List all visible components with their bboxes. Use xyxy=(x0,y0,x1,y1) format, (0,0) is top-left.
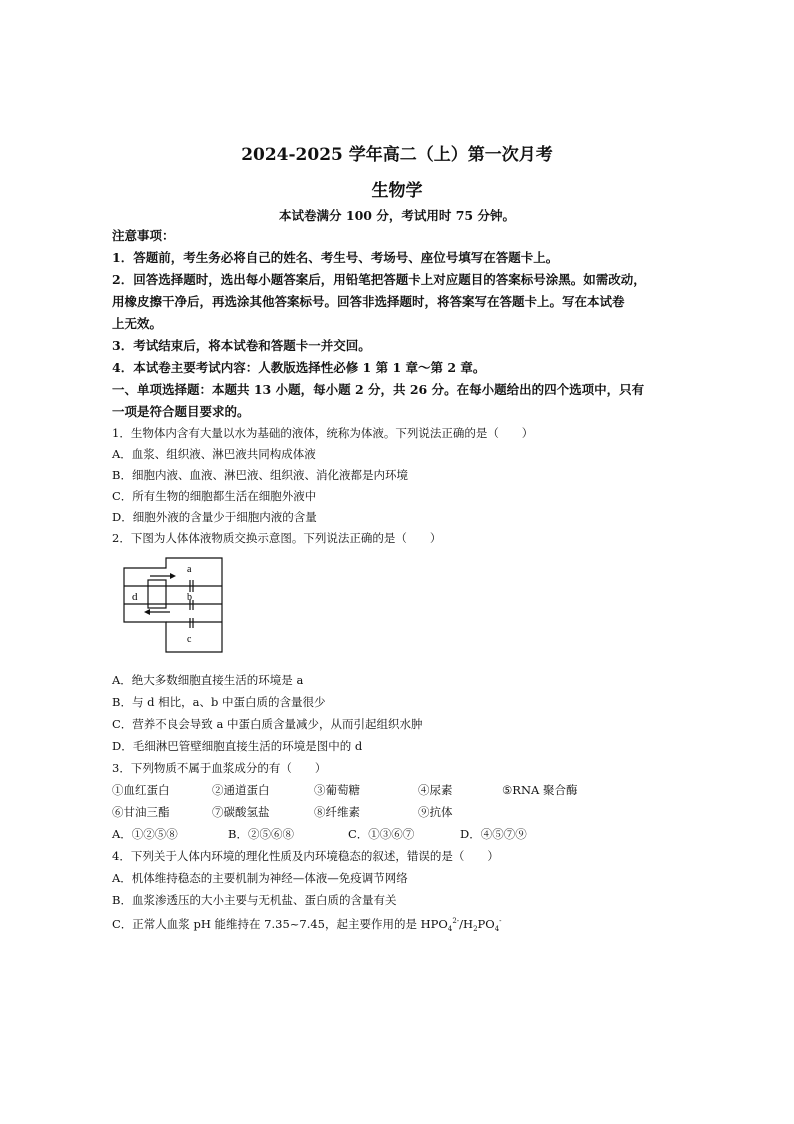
q4-option-a: A．机体维持稳态的主要机制为神经—体液—免疫调节网络 xyxy=(112,871,408,885)
notice-item-3: 3．考试结束后，将本试卷和答题卡一并交回。 xyxy=(112,338,371,353)
arrow-head xyxy=(144,609,150,615)
notice-heading: 注意事项： xyxy=(112,228,175,243)
q3-stem: 3．下列物质不属于血浆成分的有（ ） xyxy=(112,761,327,775)
section-1-heading-line-1: 一、单项选择题：本题共 13 小题，每小题 2 分，共 26 分。在每小题给出的四个选项中，只有 xyxy=(112,382,645,397)
diagram-label-b: b xyxy=(187,592,192,603)
q4-sub-2: 2 xyxy=(473,925,478,934)
q2-stem: 2．下图为人体体液物质交换示意图。下列说法正确的是（ ） xyxy=(112,531,442,545)
q4-option-c-text: C．正常人血浆 pH 能维持在 7.35~7.45，起主要作用的是 HPO xyxy=(112,916,448,931)
q2-option-a: A．绝大多数细胞直接生活的环境是 a xyxy=(112,673,304,687)
q3-option-b: B．②⑤⑥⑧ xyxy=(228,827,294,841)
q3-item: ⑧纤维素 xyxy=(314,805,360,819)
q1-stem: 1．生物体内含有大量以水为基础的液体，统称为体液。下列说法正确的是（ ） xyxy=(112,426,534,440)
diagram-outline xyxy=(124,558,222,652)
q3-item: ①血红蛋白 xyxy=(112,783,170,797)
q4-sup-minus: - xyxy=(499,917,502,925)
q4-sub-4: 4 xyxy=(447,925,453,934)
q1-option-d: D．细胞外液的含量少于细胞内液的含量 xyxy=(112,510,317,524)
q3-option-c: C．①③⑥⑦ xyxy=(348,827,415,841)
q3-option-a: A．①②⑤⑧ xyxy=(112,827,178,841)
notice-item-1: 1．答题前，考生务必将自己的姓名、考生号、考场号、座位号填写在答题卡上。 xyxy=(112,250,559,265)
q2-option-c: C．营养不良会导致 a 中蛋白质含量减少，从而引起组织水肿 xyxy=(112,717,423,731)
q2-option-b: B．与 d 相比，a、b 中蛋白质的含量很少 xyxy=(112,695,326,709)
q4-option-b: B．血浆渗透压的大小主要与无机盐、蛋白质的含量有关 xyxy=(112,893,397,907)
q4-sup-2minus: 2- xyxy=(452,917,460,925)
q4-sub-4b: 4 xyxy=(494,925,500,934)
q1-option-b: B．细胞内液、血液、淋巴液、组织液、消化液都是内环境 xyxy=(112,468,408,482)
diagram-label-c: c xyxy=(187,634,192,645)
arrow-head xyxy=(170,573,176,579)
q3-option-d: D．④⑤⑦⑨ xyxy=(460,827,527,841)
q3-item: ⑥甘油三酯 xyxy=(112,805,170,819)
q4-slash-h: /H xyxy=(459,916,474,931)
notice-item-2-line-1: 2．回答选择题时，选出每小题答案后，用铅笔把答题卡上对应题目的答案标号涂黑。如需改动， xyxy=(112,272,646,287)
section-1-heading-line-2: 一项是符合题目要求的。 xyxy=(112,404,250,419)
q3-item: ⑨抗体 xyxy=(418,805,453,819)
q3-item: ④尿素 xyxy=(418,783,453,797)
q3-item: ③葡萄糖 xyxy=(314,783,360,797)
score-info: 本试卷满分 100 分，考试用时 75 分钟。 xyxy=(279,208,515,223)
q4-stem: 4．下列关于人体内环境的理化性质及内环境稳态的叙述，错误的是（ ） xyxy=(112,849,499,863)
q3-item: ⑤RNA 聚合酶 xyxy=(502,783,578,797)
exam-title: 2024-2025 学年高二（上）第一次月考 xyxy=(241,145,553,165)
diagram-label-d: d xyxy=(132,591,138,603)
body-fluid-diagram xyxy=(120,556,230,656)
notice-item-2-line-2: 用橡皮擦干净后，再选涂其他答案标号。回答非选择题时，将答案写在答题卡上。写在本试卷 xyxy=(112,294,625,309)
q4-po: PO xyxy=(477,916,495,931)
q2-option-d: D．毛细淋巴管壁细胞直接生活的环境是图中的 d xyxy=(112,739,363,753)
q1-option-c: C．所有生物的细胞都生活在细胞外液中 xyxy=(112,489,317,503)
q4-option-c xyxy=(112,913,692,937)
diagram-label-a: a xyxy=(187,564,192,575)
q3-item: ②通道蛋白 xyxy=(212,783,270,797)
notice-item-2-line-3: 上无效。 xyxy=(112,316,163,331)
q3-item: ⑦碳酸氢盐 xyxy=(212,805,270,819)
notice-item-4: 4．本试卷主要考试内容：人教版选择性必修 1 第 1 章～第 2 章。 xyxy=(112,360,486,375)
q1-option-a: A．血浆、组织液、淋巴液共同构成体液 xyxy=(112,447,316,461)
subject-title: 生物学 xyxy=(371,181,423,201)
